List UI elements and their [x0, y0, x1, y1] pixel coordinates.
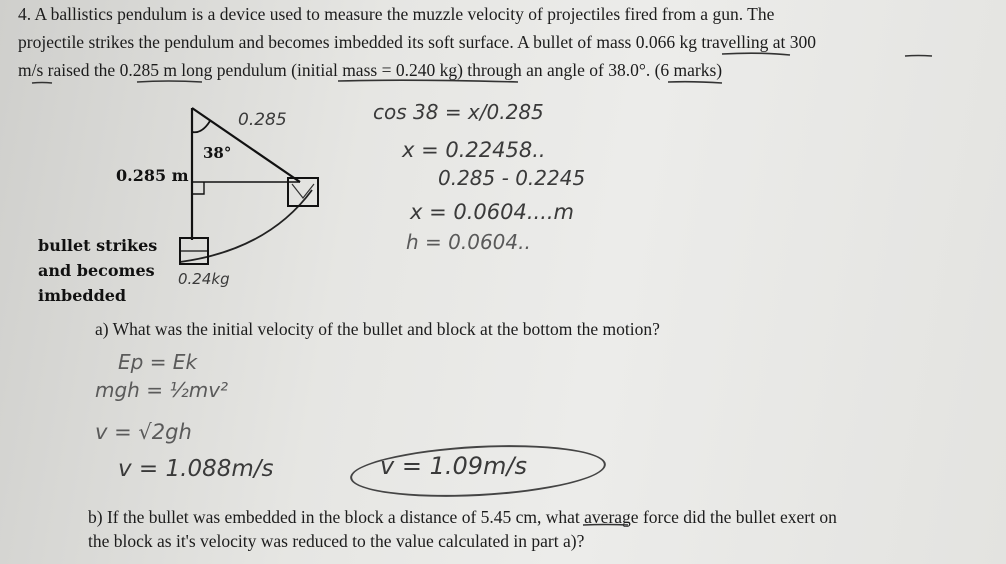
hand-mass-note: 0.24kg — [178, 270, 230, 288]
hand-x-line: x = 0.22458.. — [402, 138, 546, 162]
hand-cos-line: cos 38 = x/0.285 — [373, 100, 544, 124]
hand-length-note: 0.285 — [238, 110, 287, 130]
hand-h-line: h = 0.0604.. — [406, 230, 531, 254]
hand-ep-line: Ep = Ek — [118, 350, 198, 374]
bullet-label-3: imbedded — [38, 286, 127, 305]
angle-label: 38° — [203, 144, 232, 162]
part-b-line-2: the block as it's velocity was reduced to the value calculated in part a)? — [88, 531, 585, 551]
hand-v-circled: v = 1.09m/s — [380, 452, 527, 480]
hand-x-result: x = 0.0604....m — [410, 200, 575, 224]
question-line-1: 4. A ballistics pendulum is a device used to measure the muzzle velocity of projectiles fired from a gun. The — [18, 4, 775, 24]
part-b-line-1: b) If the bullet was embedded in the block a distance of 5.45 cm, what average force did the bullet exert on — [88, 507, 837, 527]
hand-v-value: v = 1.088m/s — [118, 456, 274, 482]
hand-diff-line: 0.285 - 0.2245 — [438, 166, 586, 190]
question-line-3: m/s raised the 0.285 m long pendulum (initial mass = 0.240 kg) through an angle of 38.0°. (6 marks) — [18, 60, 723, 80]
part-a-question: a) What was the initial velocity of the bullet and block at the bottom the motion? — [95, 319, 660, 339]
question-line-2: projectile strikes the pendulum and becomes imbedded its soft surface. A bullet of mass 0.066 kg travelling at 300 — [18, 32, 817, 52]
hand-v-formula: v = √2gh — [95, 420, 192, 444]
bullet-label-2: and becomes — [38, 261, 155, 280]
length-label: 0.285 m — [116, 166, 189, 185]
bullet-label-1: bullet strikes — [38, 236, 158, 255]
hand-mgh-line: mgh = ½mv² — [95, 378, 229, 402]
